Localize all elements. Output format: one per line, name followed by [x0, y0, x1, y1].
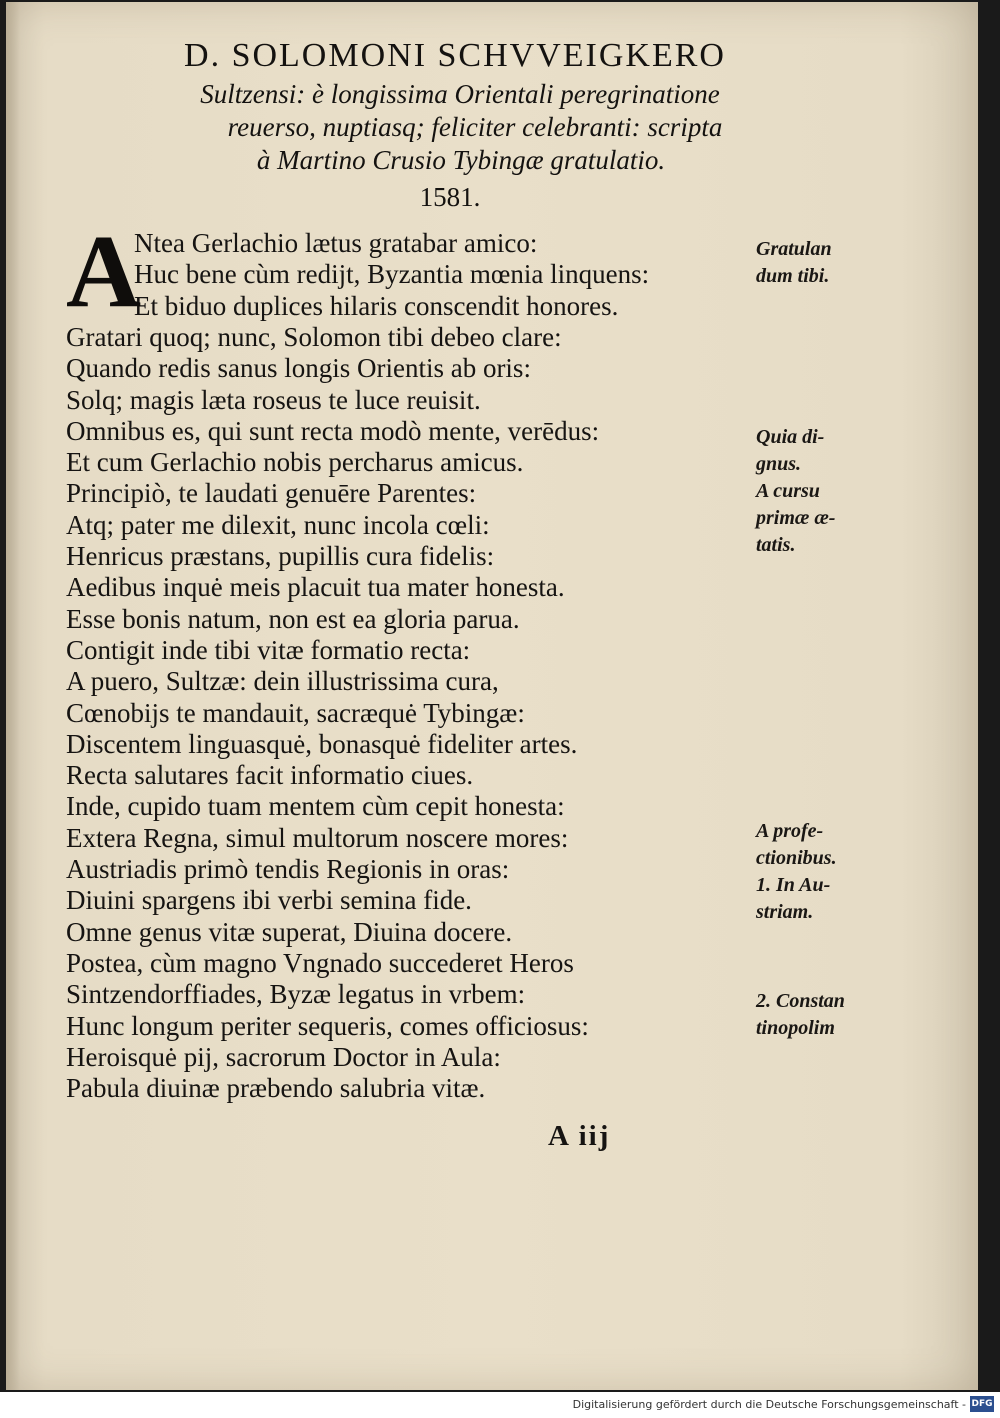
footer-credit: Digitalisierung gefördert durch die Deutsche Forschungsgemeinschaft -: [572, 1398, 966, 1411]
poem-line: Solq; magis læta roseus te luce reuisit.: [66, 384, 481, 415]
poem-line: Diuini spargens ibi verbi semina fide.: [66, 885, 472, 916]
margin-note-line: ctionibus.: [756, 847, 837, 869]
poem-line: Heroisquė pij, sacrorum Doctor in Aula:: [66, 1041, 501, 1072]
heading-line-4: à Martino Crusio Tybingæ gratulatio.: [256, 145, 666, 175]
poem-line: Quando redis sanus longis Orientis ab oris:: [66, 353, 531, 384]
poem-line: Gratari quoq; nunc, Solomon tibi debeo clare:: [66, 322, 562, 352]
poem-opening: [66, 214, 756, 329]
poem-line: Aedibus inquė meis placuit tua mater honesta.: [66, 572, 565, 603]
page-heading: [0, 34, 830, 217]
poem-line: Pabula diuinæ præbendo salubria vitæ.: [66, 1073, 486, 1104]
poem-line: Hunc longum periter sequeris, comes officiosus:: [66, 1010, 589, 1041]
poem-line: Inde, cupido tuam mentem cùm cepit honesta:: [66, 791, 565, 822]
digitization-footer: [0, 1392, 1000, 1418]
margin-note-line: striam.: [756, 901, 814, 923]
margin-note-gratulandum: [756, 236, 876, 290]
poem-line: Henricus præstans, pupillis cura fidelis:: [66, 541, 495, 572]
margin-note-line: tinopolim: [756, 1017, 835, 1039]
margin-note-line: tatis.: [756, 534, 796, 556]
margin-note-line: Gratulan: [756, 238, 832, 260]
poem-line: Et cum Gerlachio nobis percharus amicus.: [66, 447, 524, 478]
margin-note-line: gnus.: [756, 453, 802, 475]
margin-note-constantinopolim: [756, 988, 876, 1042]
poem-line: Huc bene cùm rediјt, Byzantia mœnia linquens:: [134, 259, 650, 290]
poem-line: A puero, Sultzæ: dein illustrissima cura,: [66, 666, 499, 697]
margin-note-quia-dignus: [756, 424, 876, 559]
margin-note-line: Quia di-: [756, 426, 825, 448]
poem-line: Ntea Gerlachio lætus gratabar amico:: [134, 228, 538, 258]
margin-note-line: dum tibi.: [756, 265, 830, 287]
margin-note-profectionibus: [756, 818, 876, 926]
signature-mark: A iij: [548, 1120, 611, 1152]
poem-body: [66, 214, 756, 1104]
heading-dedication: D. SOLOMONI SCHVVEIGKERO: [184, 37, 726, 74]
poem-line: Sintzendorffiades, Byzæ legatus in vrbem:: [66, 979, 526, 1010]
margin-note-line: A profe-: [756, 820, 824, 842]
margin-note-line: 1. In Au-: [756, 874, 831, 896]
poem-line: Discentem linguasquė, bonasquė fideliter artes.: [66, 728, 578, 759]
heading-line-3: reuerso, nuptiasq; feliciter celebranti: scripta: [227, 112, 723, 142]
poem-line: Extera Regna, simul multorum noscere mores:: [66, 822, 569, 853]
poem-line: Principiò, te laudati genuēre Parentes:: [66, 478, 477, 509]
dfg-logo-icon: DFG: [970, 1396, 994, 1412]
margin-note-line: primæ æ-: [756, 507, 836, 529]
poem-line: Omnibus es, qui sunt recta modò mente, verēdus:: [66, 415, 600, 446]
heading-year: 1581.: [419, 182, 481, 212]
poem-line: Austriadis primò tendis Regionis in oras:: [66, 854, 510, 885]
drop-cap: A: [66, 214, 142, 329]
poem-line: Esse bonis natum, non est ea gloria parua.: [66, 603, 520, 634]
poem-line: Postea, cùm magno Vngnado succederet Heros: [66, 947, 574, 978]
poem-line: Contigit inde tibi vitæ formatio recta:: [66, 634, 471, 665]
poem-line: Et biduo duplices hilaris conscendit honores.: [134, 290, 619, 321]
heading-line-2: Sultzensi: è longissima Orientali peregrinatione: [200, 79, 720, 109]
poem-line: Omne genus vitæ superat, Diuina docere.: [66, 916, 513, 947]
poem-line: Recta salutares facit informatio ciues.: [66, 760, 474, 791]
poem-line: Cœnobijs te mandauit, sacræquė Tybingæ:: [66, 697, 525, 728]
poem-line: Atq; pater me dilexit, nunc incola cœli:: [66, 509, 490, 540]
margin-note-line: A cursu: [756, 480, 820, 502]
margin-note-line: 2. Constan: [756, 990, 845, 1012]
